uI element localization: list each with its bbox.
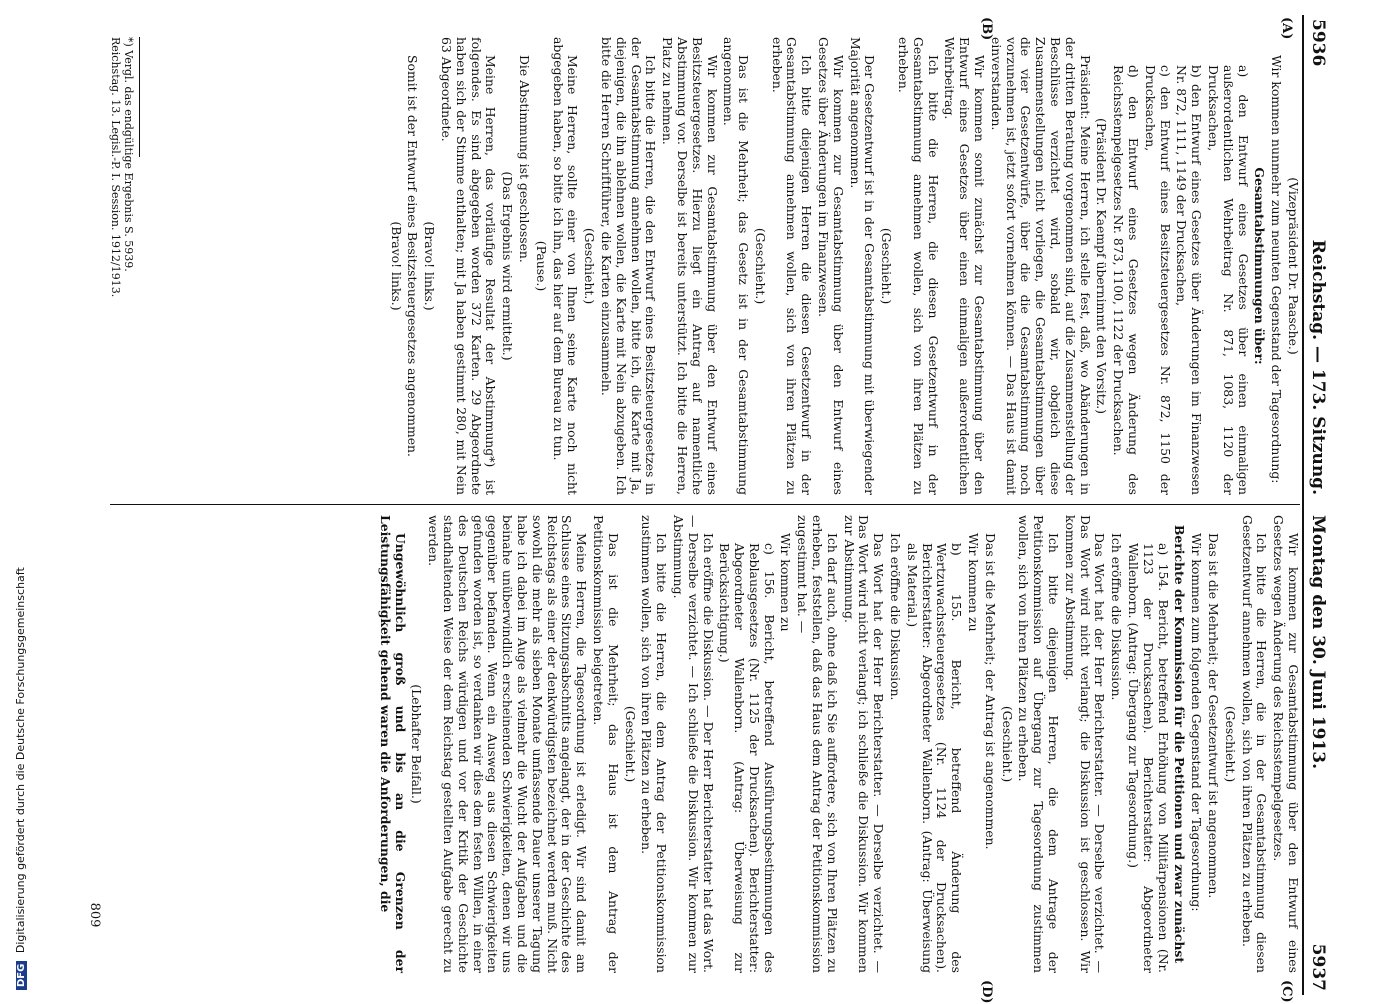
sidebar-credit <box>14 0 27 990</box>
paragraph: Ich eröffne die Diskussion. — Der Herr Berichterstatter hat das Wort. — Derselbe verzichtet. — Ich schließe die Diskussion. Wir kommen zur Abstimmung. <box>670 515 716 973</box>
paragraph: Ich eröffne die Diskussion. <box>888 533 904 701</box>
footnote <box>109 37 140 495</box>
rotated-page <box>60 15 1330 1004</box>
paragraph: (Präsident Dr. Kaempf übernimmt den Vorsitz.) <box>1094 117 1110 415</box>
paragraph: Ungewöhnlich groß und bis an die Grenzen der Leistungsfähigkeit gehend waren die Anforderungen, die <box>377 515 408 973</box>
page-header <box>1302 15 1330 995</box>
paragraph: Wir kommen zur Gesamtabstimmung über den Entwurf eines Besitzsteuergesetzes. Hierzu liegt ein Antrag auf namentliche Abstimmung vor. Derselbe ist bereits unterstützt. Ich bitte die Herren, Platz zu nehmen. <box>660 37 720 495</box>
paragraph: Ich darf auch, ohne daß ich Sie auffordere, sich von Ihren Plätzen zu erheben, feststellen, daß das Haus dem Antrag der Petitionskommission zugestimmt hat. — <box>795 515 840 973</box>
paragraph: (Vizepräsident Dr. Paasche.) <box>1286 177 1301 355</box>
paragraph: d) den Entwurf eines Gesetzes wegen Änderung des Reichsstempelgesetzes Nr. 873, 1100, 1122 der Drucksachen. <box>1111 65 1142 495</box>
paragraph: Wir kommen somit zunächst zur Gesamtabstimmung über den Entwurf eines Gesetzes über einen einmaligen außerordentlichen Wehrbeitrag. <box>942 37 988 495</box>
paragraph: c) den Entwurf eines Besitzsteuergesetzes Nr. 872, 1150 der Drucksachen, <box>1142 65 1173 495</box>
paragraph: Wir kommen nunmehr zum neunten Gegenstand der Tagesordnung: <box>1269 55 1285 484</box>
right-page-number: 5937 <box>1308 943 1328 991</box>
paragraph: (Das Ergebnis wird ermittelt.) <box>500 171 516 361</box>
dfg-logo-icon: DFG <box>16 961 27 990</box>
margin-marker-a: (A) <box>1279 17 1294 40</box>
paragraph: Wir kommen zu <box>966 533 982 632</box>
paragraph: Wir kommen zur Gesamtabstimmung über den Entwurf eines Gesetzes über Änderungen im Finanzwesen. <box>816 37 846 495</box>
paragraph: Das ist die Mehrheit; der Gesetzentwurf ist angenommen. <box>1206 533 1222 899</box>
paragraph: Ich bitte die Herren, die den Entwurf eines Besitzsteuergesetzes in der Gesamtabstimmung annehmen wollen, bitte ich, die Karte mit Ja, diejenigen, die ihn ablehnen wollen, die Karte mit Nein abzugeben. Ich bitte die Herren Schriftführer, die Karten einzusammeln. <box>598 37 659 495</box>
paragraph: Ich bitte die Herren, die dem Antrag der Petitionskommission zustimmen wollen, sich von ihren Plätzen zu erheben. <box>639 515 670 973</box>
sidebar-credit-text: Digitalisierung gefördert durch die Deutsche Forschungsgemeinschaft <box>14 567 27 954</box>
paragraph: a) den Entwurf eines Gesetzes über einen einmaligen außerordentlichen Wehrbeitrag Nr. 871, 1083, 1120 der Drucksachen, <box>1206 65 1251 495</box>
paragraph: (Geschieht.) <box>879 227 895 305</box>
paragraph: b) 155. Bericht, betreffend Änderung des Wertzuwachssteuergesetzes (Nr. 1124 der Drucksachen). Berichterstatter: Abgeordneter Wallenborn. (Antrag: Überweisung als Material.) <box>904 543 965 973</box>
margin-marker-d: (D) <box>979 980 994 1004</box>
paragraph: (Geschieht.) <box>752 227 768 305</box>
paragraph: Das ist die Mehrheit; der Antrag ist angenommen. <box>982 533 998 850</box>
paragraph: Wir kommen zur Gesamtabstimmung über den Entwurf eines Gesetzes wegen Änderung des Reichsstempelgesetzes. <box>1271 515 1301 973</box>
margin-marker-c: (C) <box>1279 980 1294 1003</box>
left-running-title: Reichstag. — 173. Sitzung. <box>1308 239 1328 495</box>
paragraph: Meine Herren, die Tagesordnung ist erledigt. Wir sind damit am Schlusse eines Sitzungsabschnitts angelangt, der in der Geschichte des Reichstags als einer der denkwürdigsten bezeichnet werden muß. Nicht sowohl die mehr als sieben Monate umfassende Dauer unserer Tagung habe ich dabei im Auge als vielmehr die Wucht der Aufgaben und die beinahe unüberwindlich erscheinenden Schwierigkeiten, denen wir uns gegenüber befanden. Wenn ein Ausweg aus diesen Schwierigkeiten gefunden worden ist, so verdanken wir dies dem festen Willen, in einer des Deutschen Reichs würdigen und vor der Kritik der Geschichte standhaltenden Weise der dem Reichstag gestellten Aufgabe gerecht zu werden. <box>426 515 590 973</box>
paragraph: c) 156. Bericht, betreffend Ausführungsbestimmungen des Reblausgesetzes (Nr. 1125 der Drucksachen). Berichterstatter: Abgeordneter Wallenborn. (Antrag: Überweisung zur Berücksichtigung.) <box>717 543 777 973</box>
paragraph: Das ist die Mehrheit; das Gesetz ist in der Gesamtabstimmung angenommen. <box>721 37 752 495</box>
paragraph: Berichte der Kommission für die Petitionen und zwar zunächst <box>1172 524 1188 964</box>
paragraph: Ich bitte die Herren, die in der Gesamtabstimmung diesen Gesetzentwurf annehmen wollen, sich von ihren Plätzen zu erheben. <box>1239 515 1270 973</box>
column-divider <box>110 504 1300 505</box>
paragraph: a) 154. Bericht, betreffend Erhöhung von Militärpensionen (Nr. 1123 der Drucksachen). Berichterstatter: Abgeordneter Wallenborn. (Antrag: Übergang zur Tagesordnung.) <box>1126 543 1171 973</box>
paragraph: (Geschieht.) <box>1222 705 1238 783</box>
paragraph: Das Wort hat der Herr Berichterstatter. — Derselbe verzichtet. — Das Wort wird nicht verlangt; ich schließe die Diskussion. Wir kommen zur Abstimmung. <box>841 515 887 973</box>
paragraph: Präsident: Meine Herren, ich stelle fest, daß, wo Abänderungen in der dritten Beratung vorgenommen sind, auf die Zusammenstellung der Beschlüsse verzichtet wird, sobald wir, obgleich diese Zusammenstellungen nicht vorliegen, die Gesamtabstimmungen über die vier Gesetzentwürfe, über die die Gesamtabstimmung noch vorzunehmen ist, jetzt sofort vornehmen können. — Das Haus ist damit einverstanden. <box>988 37 1093 495</box>
paragraph: Ich bitte diejenigen Herren, die dem Antrage der Petitionskommission auf Übergang zur Tagesordnung zustimmen wollen, sich von ihren Plätzen zu erheben. <box>1016 515 1062 973</box>
paragraph: Ich eröffne die Diskussion. <box>1109 533 1125 701</box>
paragraph: Das ist die Mehrheit; das Haus ist dem Antrag der Petitionskommission beigetreten. <box>590 515 621 973</box>
paragraph: Wir kommen zum folgenden Gegenstand der Tagesordnung: <box>1189 533 1205 912</box>
footer-page-number: 809 <box>87 902 102 928</box>
paragraph: Der Gesetzentwurf ist in der Gesamtabstimmung mit überwiegender Majorität angenommen. <box>847 37 878 495</box>
margin-marker-b: (B) <box>979 17 994 41</box>
left-page-number: 5936 <box>1308 19 1328 67</box>
paragraph: Meine Herren, das vorläufige Resultat der Abstimmung*) ist folgendes. Es sind abgegeben worden 372 Karten. 29 Abgeordnete haben sich der Stimme enthalten; mit Ja haben gestimmt 280, mit Nein 63 Abgeordnete. <box>438 37 499 495</box>
paragraph: Meine Herren, sollte einer von Ihnen seine Karte noch nicht abgegeben haben, so bitte ich ihn, das hier auf dem Bureau zu tun. <box>550 37 581 495</box>
session-line: Reichstag. 13. Legisl.-P. I. Session. 1912/1913. <box>109 37 122 298</box>
paragraph: (Pause.) <box>533 240 549 292</box>
left-column <box>75 37 1300 495</box>
paragraph: Ich bitte diejenigen Herren die diesen Gesetzentwurf in der Gesamtabstimmung annehmen wollen, sich von ihren Plätzen zu erheben. <box>769 37 815 495</box>
paragraph: Die Abstimmung ist geschlossen. <box>516 55 532 263</box>
paragraph: Gesamtabstimmungen über: <box>1252 167 1268 365</box>
paragraph: (Bravo! links.) <box>388 221 404 311</box>
paragraph: b) den Entwurf eines Gesetzes über Änderungen im Finanzwesen Nr. 872, 1111, 1149 der Drucksachen, <box>1174 65 1205 495</box>
paragraph: (Geschieht.) <box>582 227 598 305</box>
paragraph: Ich bitte die Herren, die diesen Gesetzentwurf in der Gesamtabstimmung annehmen wollen, sich von ihren Plätzen zu erheben. <box>896 37 941 495</box>
right-column <box>75 515 1300 973</box>
paragraph: (Geschieht.) <box>999 705 1015 783</box>
paragraph: (Lebhafter Beifall.) <box>409 684 425 804</box>
right-running-title: Montag den 30. Juni 1913. <box>1308 515 1328 770</box>
footnote-rule <box>139 37 140 157</box>
paragraph: Somit ist der Entwurf eines Besitzsteuergesetzes angenommen. <box>405 55 421 457</box>
paragraph: Wir kommen zu <box>778 533 794 632</box>
paragraph: (Geschieht.) <box>622 705 638 783</box>
paragraph: Das Wort hat der Herr Berichterstatter. — Derselbe verzichtet. — Das Wort wird nicht verlangt; die Diskussion ist geschlossen. Wir kommen zur Abstimmung. <box>1062 515 1108 973</box>
paragraph: (Bravo! links.) <box>422 221 438 311</box>
footnote-text: *) Vergl. das endgültige Ergebnis S. 5939. <box>122 37 135 272</box>
